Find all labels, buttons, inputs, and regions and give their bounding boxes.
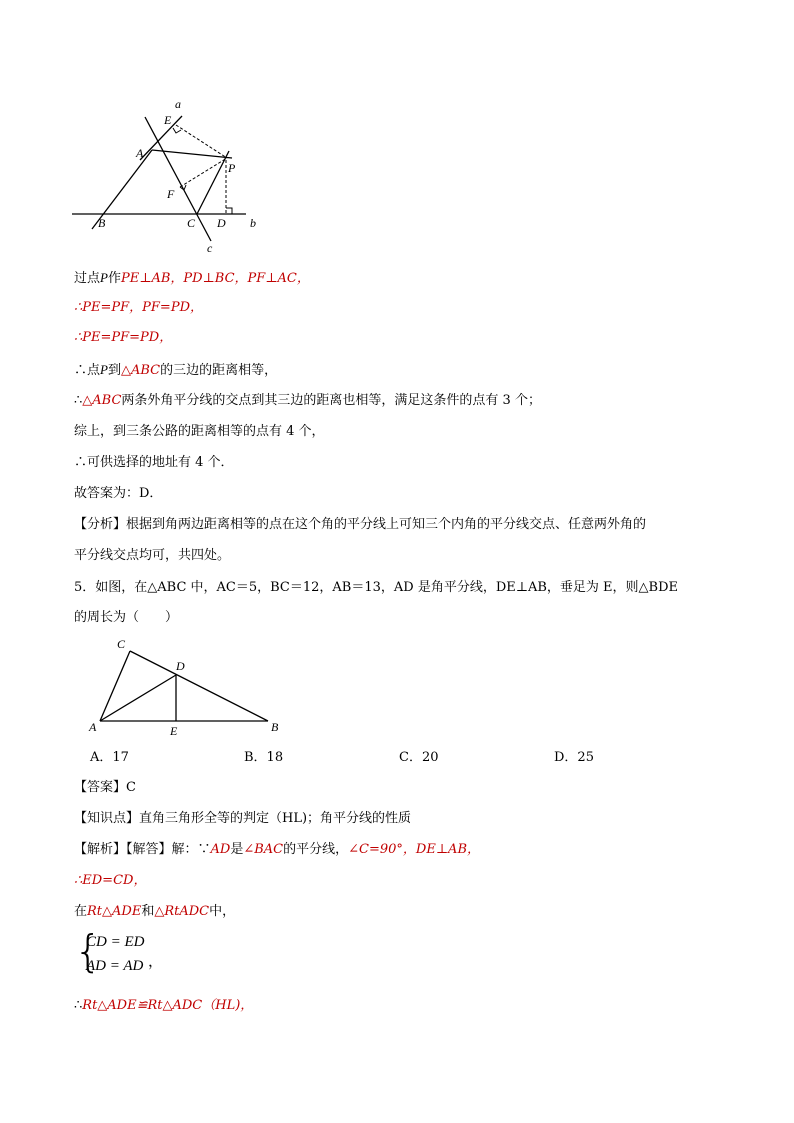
answer-line: 【答案】C — [74, 780, 136, 795]
option-a[interactable]: A．17 — [90, 750, 129, 765]
equation-system — [74, 926, 194, 980]
solution-line-8: 故答案为：D． — [74, 486, 163, 501]
solution-line-5: ∴△ABC两条外角平分线的交点到其三边的距离也相等，满足这条件的点有 3 个； — [74, 393, 541, 408]
solution-line-4: ∴点P到△ABC的三边的距离相等， — [74, 362, 278, 378]
explanation-line-2: ∴ED=CD， — [74, 873, 147, 888]
label-C: C — [187, 216, 196, 230]
label-B: B — [98, 216, 106, 230]
option-d[interactable]: D．25 — [554, 750, 594, 765]
label-P: P — [228, 161, 236, 175]
analysis-line-2: 平分线交点均可，共四处。 — [74, 548, 231, 563]
solution-line-2: ∴PE=PF，PF=PD， — [74, 300, 203, 315]
figure-2-diagram — [86, 630, 286, 742]
label-a: a — [175, 97, 181, 111]
segment-PF-dashed — [180, 158, 227, 187]
equation-comma: ， — [148, 954, 164, 970]
option-b[interactable]: B．18 — [244, 750, 284, 765]
figure-1-diagram — [68, 96, 268, 256]
segment-AD — [100, 675, 176, 721]
label-A2: A — [89, 720, 97, 734]
segment-CB — [130, 651, 268, 721]
question-5-line-2: 的周长为（ ） — [74, 610, 179, 625]
label-c: c — [207, 241, 213, 255]
right-angle-E — [173, 128, 181, 133]
segment-AC — [100, 651, 130, 721]
left-brace: { — [74, 926, 102, 977]
solution-line-6: 综上，到三条公路的距离相等的点有 4 个， — [74, 424, 325, 439]
label-E: E — [164, 113, 172, 127]
explanation-line-3: 在Rt△ADE和△RtADC中， — [74, 904, 236, 919]
label-C2: C — [117, 637, 126, 651]
right-angle-D — [226, 208, 232, 214]
knowledge-point-line: 【知识点】直角三角形全等的判定（HL)；角平分线的性质 — [74, 811, 412, 826]
line-c — [145, 117, 211, 241]
explanation-line-1: 【解析】【解答】解：∵AD是∠BAC的平分线，∠C=90°，DE⊥AB， — [74, 842, 480, 857]
explanation-line-4: ∴Rt△ADE≌Rt△ADC（HL)， — [74, 998, 254, 1013]
label-A: A — [136, 146, 144, 160]
label-B2: B — [271, 720, 279, 734]
label-E2: E — [170, 724, 178, 738]
label-D2: D — [176, 659, 185, 673]
equation-1: CD = ED — [86, 934, 145, 950]
analysis-line-1: 【分析】根据到角两边距离相等的点在这个角的平分线上可知三个内角的平分线交点、任意两外角的 — [74, 517, 647, 532]
segment-CP — [197, 151, 229, 214]
equation-2: AD = AD — [86, 958, 144, 974]
solution-line-1: 过点P作PE⊥AB，PD⊥BC，PF⊥AC， — [74, 270, 310, 286]
label-b: b — [250, 216, 256, 230]
option-c[interactable]: C．20 — [399, 750, 439, 765]
solution-line-7: ∴可供选择的地址有 4 个． — [74, 455, 234, 470]
label-D: D — [217, 216, 226, 230]
label-F: F — [167, 187, 175, 201]
line-a — [140, 116, 182, 160]
question-5-line-1: 5．如图，在△ABC 中，AC＝5，BC＝12，AB＝13，AD 是角平分线，DE⊥AB，垂足为 E，则△BDE — [74, 580, 679, 595]
solution-line-3: ∴PE=PF=PD， — [74, 330, 173, 345]
